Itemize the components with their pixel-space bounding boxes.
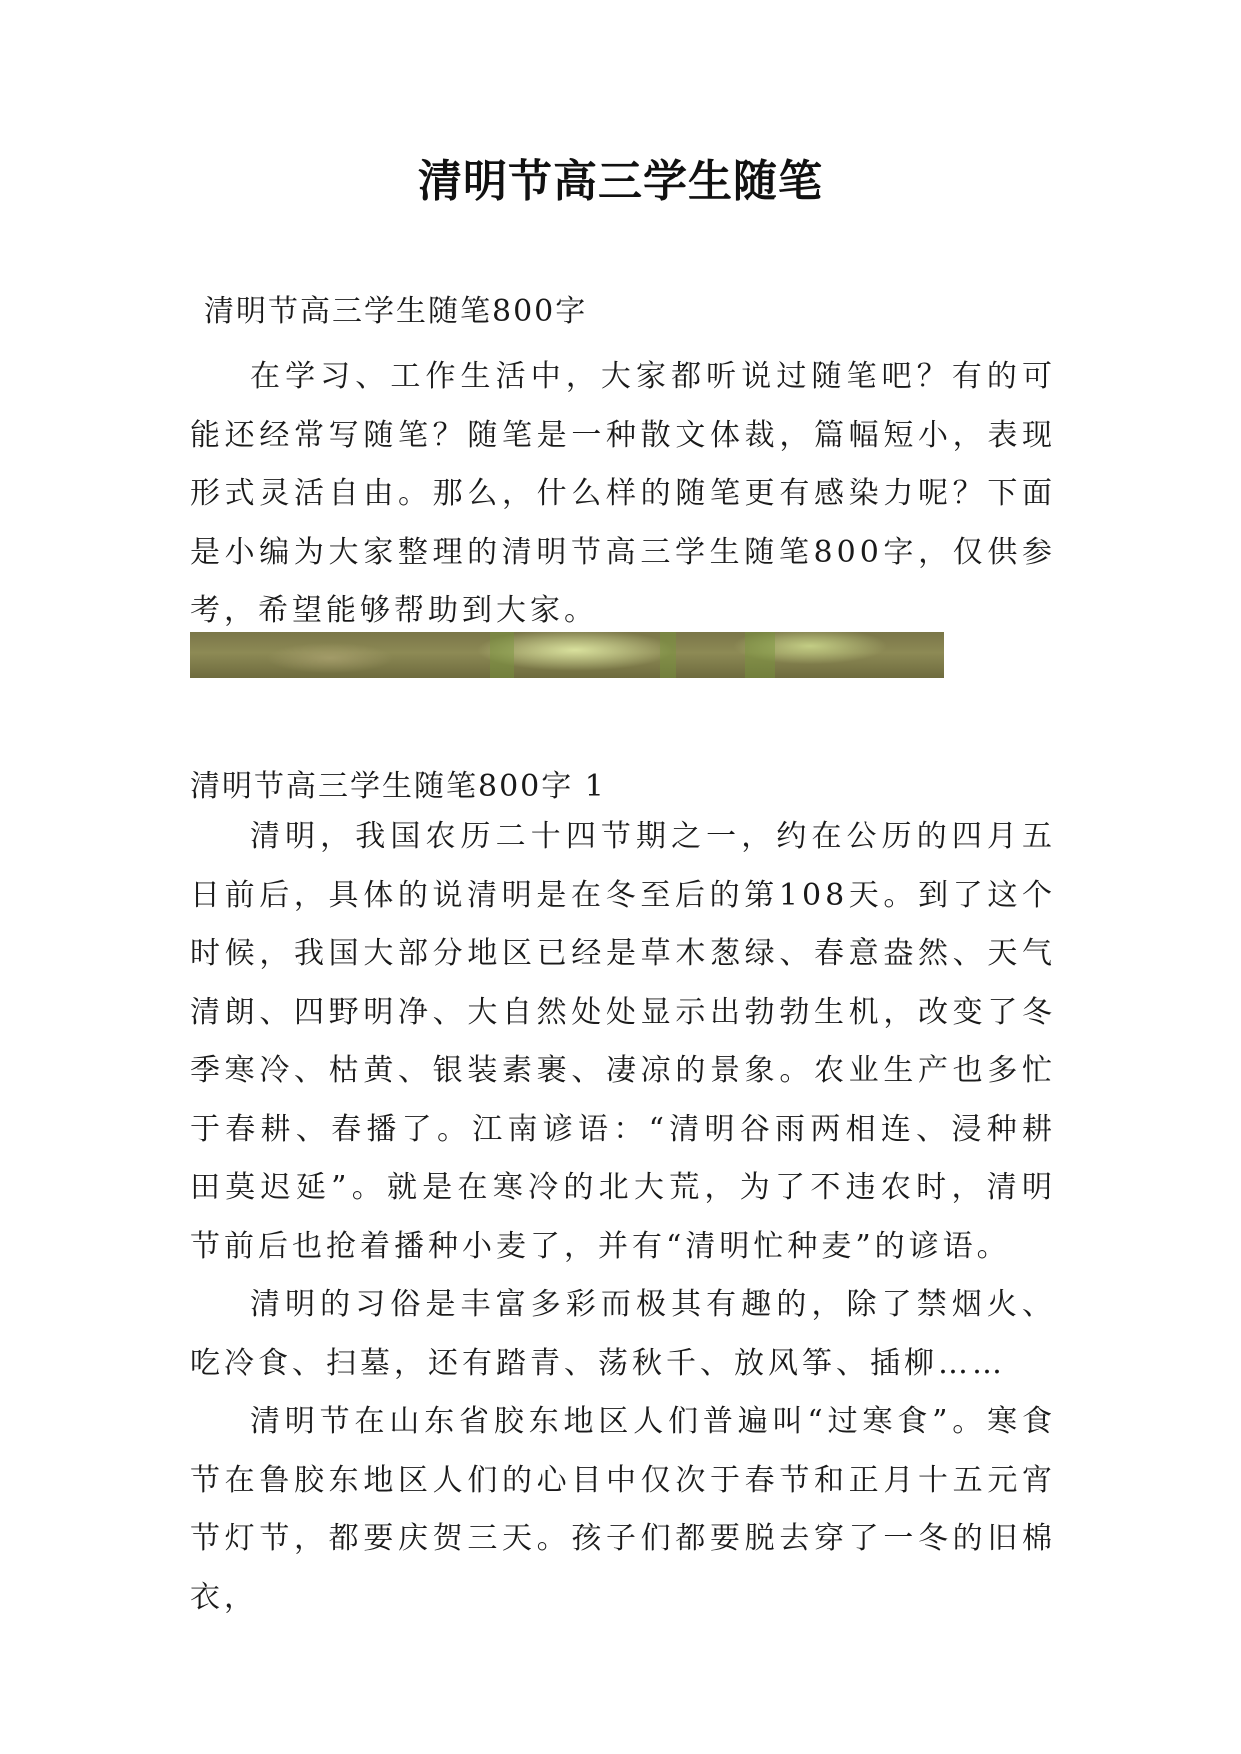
intro-section	[190, 348, 1056, 641]
section-body	[190, 808, 1056, 1627]
document-title: 清明节高三学生随笔	[418, 156, 823, 207]
banner-highlight	[745, 632, 775, 678]
banner-highlight	[490, 632, 514, 678]
banner-highlight	[660, 632, 676, 678]
section-paragraph: 清明节在山东省胶东地区人们普遍叫“过寒食”。寒食节在鲁胶东地区人们的心目中仅次于春节和正月十五元宵节灯节，都要庆贺三天。孩子们都要脱去穿了一冬的旧棉衣，	[190, 1404, 1056, 1615]
section-paragraph: 清明，我国农历二十四节期之一，约在公历的四月五日前后，具体的说清明是在冬至后的第108天。到了这个时候，我国大部分地区已经是草木葱绿、春意盎然、天气清朗、四野明净、大自然处处显示出勃勃生机，改变了冬季寒冷、枯黄、银装素裹、凄凉的景象。农业生产也多忙于春耕、春播了。江南谚语：“清明谷雨两相连、浸种耕田莫迟延”。就是在寒冷的北大荒，为了不违农时，清明节前后也抢着播种小麦了，并有“清明忙种麦”的谚语。	[190, 819, 1056, 1264]
document-subtitle: 清明节高三学生随笔800字	[204, 294, 588, 329]
section-paragraph: 清明的习俗是丰富多彩而极其有趣的，除了禁烟火、吃冷食、扫墓，还有踏青、荡秋千、放风筝、插柳……	[190, 1287, 1056, 1381]
intro-paragraph: 在学习、工作生活中，大家都听说过随笔吧？有的可能还经常写随笔？随笔是一种散文体裁，篇幅短小，表现形式灵活自由。那么，什么样的随笔更有感染力呢？下面是小编为大家整理的清明节高三学生随笔800字，仅供参考，希望能够帮助到大家。	[190, 359, 1056, 628]
section-heading: 清明节高三学生随笔800字 1	[190, 769, 606, 804]
spring-greenery-banner-image	[190, 632, 944, 678]
